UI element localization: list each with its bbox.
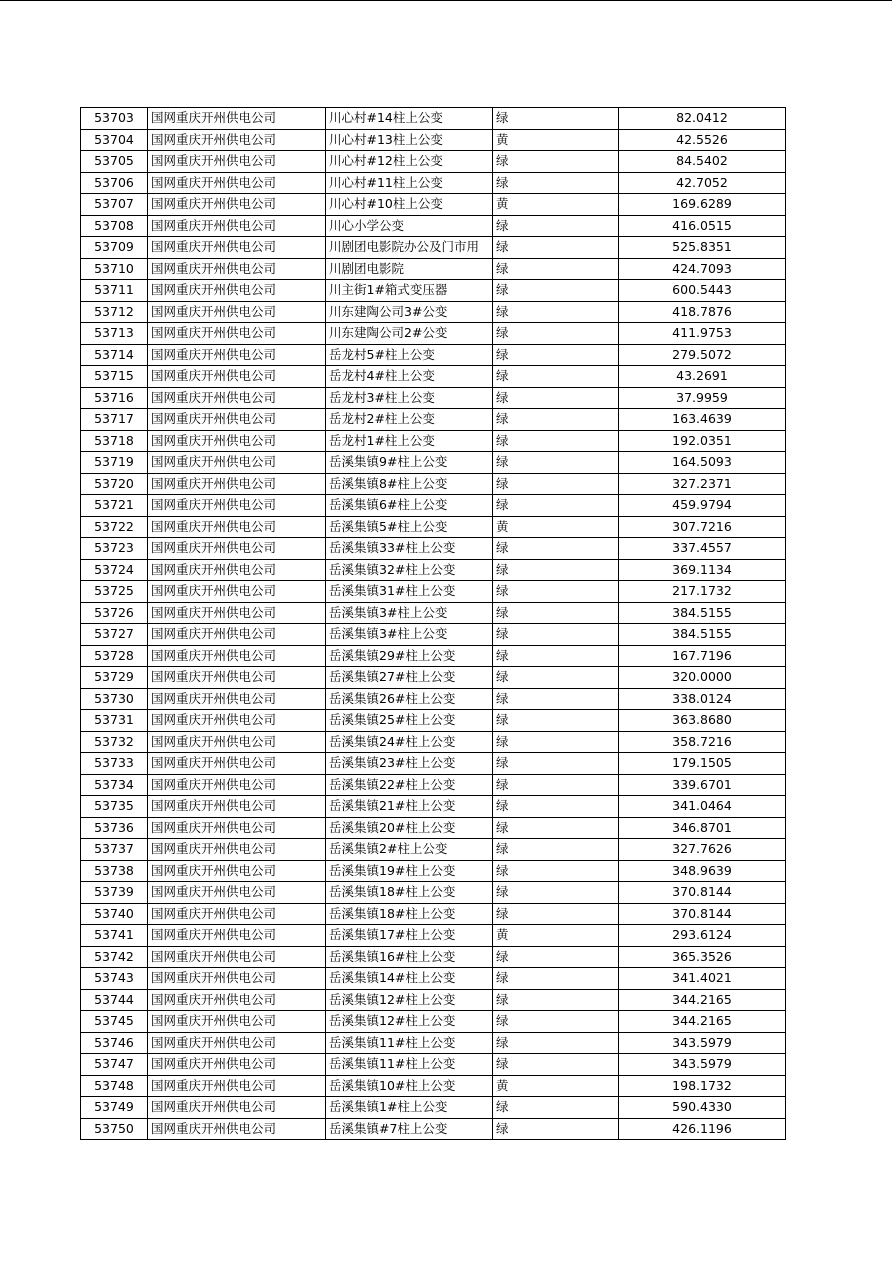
- transformer-name-cell: 岳溪集镇19#柱上公变: [326, 860, 493, 882]
- row-id-cell: 53746: [81, 1032, 148, 1054]
- company-cell: 国网重庆开州供电公司: [148, 108, 326, 130]
- table-row: [81, 258, 786, 280]
- value-cell: 384.5155: [619, 602, 786, 624]
- value-cell: 192.0351: [619, 430, 786, 452]
- status-level-cell: 绿: [493, 1054, 619, 1076]
- table-row: [81, 968, 786, 990]
- status-level-cell: 绿: [493, 581, 619, 603]
- row-id-cell: 53733: [81, 753, 148, 775]
- company-cell: 国网重庆开州供电公司: [148, 817, 326, 839]
- row-id-cell: 53729: [81, 667, 148, 689]
- value-cell: 307.7216: [619, 516, 786, 538]
- status-level-cell: 绿: [493, 946, 619, 968]
- status-level-cell: 绿: [493, 667, 619, 689]
- transformer-name-cell: 川心村#10柱上公变: [326, 194, 493, 216]
- row-id-cell: 53718: [81, 430, 148, 452]
- table-row: [81, 989, 786, 1011]
- row-id-cell: 53716: [81, 387, 148, 409]
- status-level-cell: 绿: [493, 710, 619, 732]
- row-id-cell: 53739: [81, 882, 148, 904]
- transformer-name-cell: 川心村#13柱上公变: [326, 129, 493, 151]
- value-cell: 327.7626: [619, 839, 786, 861]
- company-cell: 国网重庆开州供电公司: [148, 344, 326, 366]
- status-level-cell: 绿: [493, 495, 619, 517]
- company-cell: 国网重庆开州供电公司: [148, 968, 326, 990]
- company-cell: 国网重庆开州供电公司: [148, 473, 326, 495]
- table-row: [81, 1075, 786, 1097]
- table-row: [81, 710, 786, 732]
- row-id-cell: 53704: [81, 129, 148, 151]
- company-cell: 国网重庆开州供电公司: [148, 172, 326, 194]
- table-row: [81, 1011, 786, 1033]
- status-level-cell: 黄: [493, 516, 619, 538]
- value-cell: 338.0124: [619, 688, 786, 710]
- table-row: [81, 753, 786, 775]
- transformer-name-cell: 岳溪集镇25#柱上公变: [326, 710, 493, 732]
- status-level-cell: 绿: [493, 1118, 619, 1140]
- row-id-cell: 53745: [81, 1011, 148, 1033]
- row-id-cell: 53734: [81, 774, 148, 796]
- transformer-name-cell: 川心小学公变: [326, 215, 493, 237]
- transformer-name-cell: 岳溪集镇21#柱上公变: [326, 796, 493, 818]
- status-level-cell: 黄: [493, 194, 619, 216]
- transformer-name-cell: 岳溪集镇16#柱上公变: [326, 946, 493, 968]
- transformer-name-cell: 岳溪集镇26#柱上公变: [326, 688, 493, 710]
- table-row: [81, 280, 786, 302]
- table-row: [81, 473, 786, 495]
- table-row: [81, 172, 786, 194]
- transformer-name-cell: 川心村#11柱上公变: [326, 172, 493, 194]
- status-level-cell: 绿: [493, 796, 619, 818]
- row-id-cell: 53727: [81, 624, 148, 646]
- company-cell: 国网重庆开州供电公司: [148, 387, 326, 409]
- value-cell: 600.5443: [619, 280, 786, 302]
- value-cell: 365.3526: [619, 946, 786, 968]
- transformer-name-cell: 岳溪集镇17#柱上公变: [326, 925, 493, 947]
- status-level-cell: 黄: [493, 1075, 619, 1097]
- row-id-cell: 53712: [81, 301, 148, 323]
- value-cell: 344.2165: [619, 1011, 786, 1033]
- row-id-cell: 53732: [81, 731, 148, 753]
- row-id-cell: 53703: [81, 108, 148, 130]
- value-cell: 341.4021: [619, 968, 786, 990]
- row-id-cell: 53719: [81, 452, 148, 474]
- transformer-name-cell: 岳溪集镇24#柱上公变: [326, 731, 493, 753]
- company-cell: 国网重庆开州供电公司: [148, 1075, 326, 1097]
- transformer-name-cell: 岳溪集镇31#柱上公变: [326, 581, 493, 603]
- table-row: [81, 430, 786, 452]
- table-row: [81, 151, 786, 173]
- row-id-cell: 53706: [81, 172, 148, 194]
- transformer-name-cell: 岳溪集镇29#柱上公变: [326, 645, 493, 667]
- table-row: [81, 796, 786, 818]
- table-row: [81, 774, 786, 796]
- value-cell: 293.6124: [619, 925, 786, 947]
- table-row: [81, 323, 786, 345]
- transformer-name-cell: 岳溪集镇3#柱上公变: [326, 602, 493, 624]
- row-id-cell: 53731: [81, 710, 148, 732]
- transformer-name-cell: 岳溪集镇2#柱上公变: [326, 839, 493, 861]
- status-level-cell: 绿: [493, 602, 619, 624]
- value-cell: 42.7052: [619, 172, 786, 194]
- transformer-name-cell: 川剧团电影院办公及门市用: [326, 237, 493, 259]
- transformer-name-cell: 岳溪集镇5#柱上公变: [326, 516, 493, 538]
- status-level-cell: 绿: [493, 882, 619, 904]
- company-cell: 国网重庆开州供电公司: [148, 645, 326, 667]
- row-id-cell: 53740: [81, 903, 148, 925]
- company-cell: 国网重庆开州供电公司: [148, 667, 326, 689]
- company-cell: 国网重庆开州供电公司: [148, 516, 326, 538]
- value-cell: 169.6289: [619, 194, 786, 216]
- transformer-name-cell: 岳溪集镇#7柱上公变: [326, 1118, 493, 1140]
- table-row: [81, 559, 786, 581]
- status-level-cell: 绿: [493, 344, 619, 366]
- transformer-name-cell: 岳龙村3#柱上公变: [326, 387, 493, 409]
- transformer-name-cell: 川心村#14柱上公变: [326, 108, 493, 130]
- table-row: [81, 194, 786, 216]
- status-level-cell: 绿: [493, 108, 619, 130]
- status-level-cell: 绿: [493, 731, 619, 753]
- company-cell: 国网重庆开州供电公司: [148, 194, 326, 216]
- company-cell: 国网重庆开州供电公司: [148, 581, 326, 603]
- transformer-name-cell: 岳溪集镇23#柱上公变: [326, 753, 493, 775]
- value-cell: 164.5093: [619, 452, 786, 474]
- status-level-cell: 绿: [493, 280, 619, 302]
- value-cell: 363.8680: [619, 710, 786, 732]
- company-cell: 国网重庆开州供电公司: [148, 452, 326, 474]
- transformer-name-cell: 岳溪集镇14#柱上公变: [326, 968, 493, 990]
- transformer-name-cell: 岳溪集镇32#柱上公变: [326, 559, 493, 581]
- transformer-name-cell: 岳溪集镇8#柱上公变: [326, 473, 493, 495]
- row-id-cell: 53723: [81, 538, 148, 560]
- company-cell: 国网重庆开州供电公司: [148, 774, 326, 796]
- value-cell: 43.2691: [619, 366, 786, 388]
- status-level-cell: 绿: [493, 753, 619, 775]
- company-cell: 国网重庆开州供电公司: [148, 1097, 326, 1119]
- value-cell: 179.1505: [619, 753, 786, 775]
- transformer-name-cell: 岳龙村5#柱上公变: [326, 344, 493, 366]
- transformer-name-cell: 川心村#12柱上公变: [326, 151, 493, 173]
- row-id-cell: 53722: [81, 516, 148, 538]
- value-cell: 525.8351: [619, 237, 786, 259]
- row-id-cell: 53715: [81, 366, 148, 388]
- table-row: [81, 1118, 786, 1140]
- value-cell: 418.7876: [619, 301, 786, 323]
- value-cell: 358.7216: [619, 731, 786, 753]
- company-cell: 国网重庆开州供电公司: [148, 559, 326, 581]
- table-row: [81, 645, 786, 667]
- row-id-cell: 53730: [81, 688, 148, 710]
- transformer-name-cell: 岳溪集镇12#柱上公变: [326, 1011, 493, 1033]
- value-cell: 320.0000: [619, 667, 786, 689]
- company-cell: 国网重庆开州供电公司: [148, 688, 326, 710]
- status-level-cell: 绿: [493, 301, 619, 323]
- transformer-name-cell: 岳溪集镇18#柱上公变: [326, 882, 493, 904]
- transformer-name-cell: 川东建陶公司3#公变: [326, 301, 493, 323]
- company-cell: 国网重庆开州供电公司: [148, 1118, 326, 1140]
- value-cell: 370.8144: [619, 903, 786, 925]
- company-cell: 国网重庆开州供电公司: [148, 710, 326, 732]
- table-row: [81, 903, 786, 925]
- row-id-cell: 53725: [81, 581, 148, 603]
- value-cell: 344.2165: [619, 989, 786, 1011]
- transformer-name-cell: 岳溪集镇11#柱上公变: [326, 1054, 493, 1076]
- row-id-cell: 53721: [81, 495, 148, 517]
- value-cell: 348.9639: [619, 860, 786, 882]
- status-level-cell: 绿: [493, 1011, 619, 1033]
- transformer-name-cell: 岳溪集镇33#柱上公变: [326, 538, 493, 560]
- table-row: [81, 516, 786, 538]
- value-cell: 37.9959: [619, 387, 786, 409]
- value-cell: 346.8701: [619, 817, 786, 839]
- row-id-cell: 53726: [81, 602, 148, 624]
- row-id-cell: 53720: [81, 473, 148, 495]
- company-cell: 国网重庆开州供电公司: [148, 1032, 326, 1054]
- company-cell: 国网重庆开州供电公司: [148, 860, 326, 882]
- value-cell: 167.7196: [619, 645, 786, 667]
- value-cell: 370.8144: [619, 882, 786, 904]
- table-row: [81, 860, 786, 882]
- value-cell: 459.9794: [619, 495, 786, 517]
- status-level-cell: 绿: [493, 151, 619, 173]
- row-id-cell: 53705: [81, 151, 148, 173]
- company-cell: 国网重庆开州供电公司: [148, 1054, 326, 1076]
- status-level-cell: 绿: [493, 1097, 619, 1119]
- status-level-cell: 绿: [493, 172, 619, 194]
- status-level-cell: 黄: [493, 925, 619, 947]
- company-cell: 国网重庆开州供电公司: [148, 882, 326, 904]
- company-cell: 国网重庆开州供电公司: [148, 129, 326, 151]
- status-level-cell: 绿: [493, 452, 619, 474]
- transformer-name-cell: 岳溪集镇11#柱上公变: [326, 1032, 493, 1054]
- value-cell: 369.1134: [619, 559, 786, 581]
- company-cell: 国网重庆开州供电公司: [148, 323, 326, 345]
- table-row: [81, 452, 786, 474]
- transformer-name-cell: 岳溪集镇6#柱上公变: [326, 495, 493, 517]
- row-id-cell: 53741: [81, 925, 148, 947]
- status-level-cell: 绿: [493, 774, 619, 796]
- value-cell: 416.0515: [619, 215, 786, 237]
- status-level-cell: 绿: [493, 215, 619, 237]
- value-cell: 341.0464: [619, 796, 786, 818]
- table-row: [81, 538, 786, 560]
- company-cell: 国网重庆开州供电公司: [148, 925, 326, 947]
- row-id-cell: 53710: [81, 258, 148, 280]
- company-cell: 国网重庆开州供电公司: [148, 624, 326, 646]
- row-id-cell: 53711: [81, 280, 148, 302]
- company-cell: 国网重庆开州供电公司: [148, 430, 326, 452]
- table-row: [81, 817, 786, 839]
- table-row: [81, 366, 786, 388]
- transformer-name-cell: 岳溪集镇9#柱上公变: [326, 452, 493, 474]
- transformer-name-cell: 川东建陶公司2#公变: [326, 323, 493, 345]
- table-row: [81, 344, 786, 366]
- value-cell: 343.5979: [619, 1032, 786, 1054]
- company-cell: 国网重庆开州供电公司: [148, 731, 326, 753]
- status-level-cell: 绿: [493, 645, 619, 667]
- table-row: [81, 301, 786, 323]
- status-level-cell: 绿: [493, 430, 619, 452]
- table-row: [81, 882, 786, 904]
- row-id-cell: 53724: [81, 559, 148, 581]
- value-cell: 337.4557: [619, 538, 786, 560]
- status-level-cell: 绿: [493, 559, 619, 581]
- table-row: [81, 495, 786, 517]
- status-level-cell: 绿: [493, 538, 619, 560]
- row-id-cell: 53735: [81, 796, 148, 818]
- company-cell: 国网重庆开州供电公司: [148, 495, 326, 517]
- value-cell: 424.7093: [619, 258, 786, 280]
- company-cell: 国网重庆开州供电公司: [148, 1011, 326, 1033]
- table-row: [81, 925, 786, 947]
- row-id-cell: 53747: [81, 1054, 148, 1076]
- company-cell: 国网重庆开州供电公司: [148, 151, 326, 173]
- status-level-cell: 绿: [493, 903, 619, 925]
- company-cell: 国网重庆开州供电公司: [148, 215, 326, 237]
- row-id-cell: 53748: [81, 1075, 148, 1097]
- row-id-cell: 53743: [81, 968, 148, 990]
- transformer-name-cell: 川剧团电影院: [326, 258, 493, 280]
- table-row: [81, 667, 786, 689]
- status-level-cell: 绿: [493, 688, 619, 710]
- row-id-cell: 53737: [81, 839, 148, 861]
- transformer-name-cell: 岳溪集镇10#柱上公变: [326, 1075, 493, 1097]
- row-id-cell: 53707: [81, 194, 148, 216]
- company-cell: 国网重庆开州供电公司: [148, 946, 326, 968]
- company-cell: 国网重庆开州供电公司: [148, 903, 326, 925]
- row-id-cell: 53742: [81, 946, 148, 968]
- transformer-name-cell: 岳龙村2#柱上公变: [326, 409, 493, 431]
- table-row: [81, 215, 786, 237]
- table-row: [81, 731, 786, 753]
- transformer-name-cell: 岳溪集镇12#柱上公变: [326, 989, 493, 1011]
- transformer-name-cell: 岳龙村4#柱上公变: [326, 366, 493, 388]
- value-cell: 163.4639: [619, 409, 786, 431]
- transformer-name-cell: 岳溪集镇3#柱上公变: [326, 624, 493, 646]
- transformer-name-cell: 岳溪集镇22#柱上公变: [326, 774, 493, 796]
- table-row: [81, 1097, 786, 1119]
- company-cell: 国网重庆开州供电公司: [148, 258, 326, 280]
- value-cell: 590.4330: [619, 1097, 786, 1119]
- status-level-cell: 绿: [493, 237, 619, 259]
- value-cell: 42.5526: [619, 129, 786, 151]
- row-id-cell: 53709: [81, 237, 148, 259]
- table-row: [81, 688, 786, 710]
- status-level-cell: 绿: [493, 258, 619, 280]
- status-level-cell: 绿: [493, 839, 619, 861]
- company-cell: 国网重庆开州供电公司: [148, 280, 326, 302]
- status-level-cell: 绿: [493, 366, 619, 388]
- company-cell: 国网重庆开州供电公司: [148, 796, 326, 818]
- row-id-cell: 53717: [81, 409, 148, 431]
- table-row: [81, 1032, 786, 1054]
- table-row: [81, 624, 786, 646]
- status-level-cell: 绿: [493, 473, 619, 495]
- status-level-cell: 绿: [493, 968, 619, 990]
- table-row: [81, 946, 786, 968]
- table-row: [81, 237, 786, 259]
- value-cell: 343.5979: [619, 1054, 786, 1076]
- company-cell: 国网重庆开州供电公司: [148, 753, 326, 775]
- row-id-cell: 53713: [81, 323, 148, 345]
- table-row: [81, 108, 786, 130]
- row-id-cell: 53736: [81, 817, 148, 839]
- table-row: [81, 581, 786, 603]
- row-id-cell: 53714: [81, 344, 148, 366]
- status-level-cell: 绿: [493, 860, 619, 882]
- transformer-table: [80, 107, 786, 1140]
- status-level-cell: 绿: [493, 624, 619, 646]
- table-row: [81, 1054, 786, 1076]
- row-id-cell: 53749: [81, 1097, 148, 1119]
- value-cell: 217.1732: [619, 581, 786, 603]
- transformer-name-cell: 川主街1#箱式变压器: [326, 280, 493, 302]
- value-cell: 411.9753: [619, 323, 786, 345]
- table-row: [81, 409, 786, 431]
- page-top-rule: [0, 0, 892, 1]
- value-cell: 339.6701: [619, 774, 786, 796]
- value-cell: 279.5072: [619, 344, 786, 366]
- value-cell: 327.2371: [619, 473, 786, 495]
- transformer-name-cell: 岳龙村1#柱上公变: [326, 430, 493, 452]
- company-cell: 国网重庆开州供电公司: [148, 301, 326, 323]
- company-cell: 国网重庆开州供电公司: [148, 538, 326, 560]
- value-cell: 84.5402: [619, 151, 786, 173]
- status-level-cell: 绿: [493, 323, 619, 345]
- table-body: [81, 108, 786, 1140]
- status-level-cell: 绿: [493, 1032, 619, 1054]
- value-cell: 426.1196: [619, 1118, 786, 1140]
- company-cell: 国网重庆开州供电公司: [148, 366, 326, 388]
- value-cell: 82.0412: [619, 108, 786, 130]
- row-id-cell: 53750: [81, 1118, 148, 1140]
- value-cell: 384.5155: [619, 624, 786, 646]
- table-row: [81, 387, 786, 409]
- status-level-cell: 绿: [493, 409, 619, 431]
- row-id-cell: 53708: [81, 215, 148, 237]
- table-row: [81, 602, 786, 624]
- table-row: [81, 839, 786, 861]
- value-cell: 198.1732: [619, 1075, 786, 1097]
- transformer-name-cell: 岳溪集镇1#柱上公变: [326, 1097, 493, 1119]
- status-level-cell: 绿: [493, 387, 619, 409]
- transformer-name-cell: 岳溪集镇18#柱上公变: [326, 903, 493, 925]
- row-id-cell: 53744: [81, 989, 148, 1011]
- company-cell: 国网重庆开州供电公司: [148, 409, 326, 431]
- status-level-cell: 绿: [493, 989, 619, 1011]
- table-row: [81, 129, 786, 151]
- status-level-cell: 绿: [493, 817, 619, 839]
- company-cell: 国网重庆开州供电公司: [148, 839, 326, 861]
- transformer-name-cell: 岳溪集镇20#柱上公变: [326, 817, 493, 839]
- company-cell: 国网重庆开州供电公司: [148, 989, 326, 1011]
- row-id-cell: 53728: [81, 645, 148, 667]
- company-cell: 国网重庆开州供电公司: [148, 237, 326, 259]
- company-cell: 国网重庆开州供电公司: [148, 602, 326, 624]
- status-level-cell: 黄: [493, 129, 619, 151]
- row-id-cell: 53738: [81, 860, 148, 882]
- transformer-name-cell: 岳溪集镇27#柱上公变: [326, 667, 493, 689]
